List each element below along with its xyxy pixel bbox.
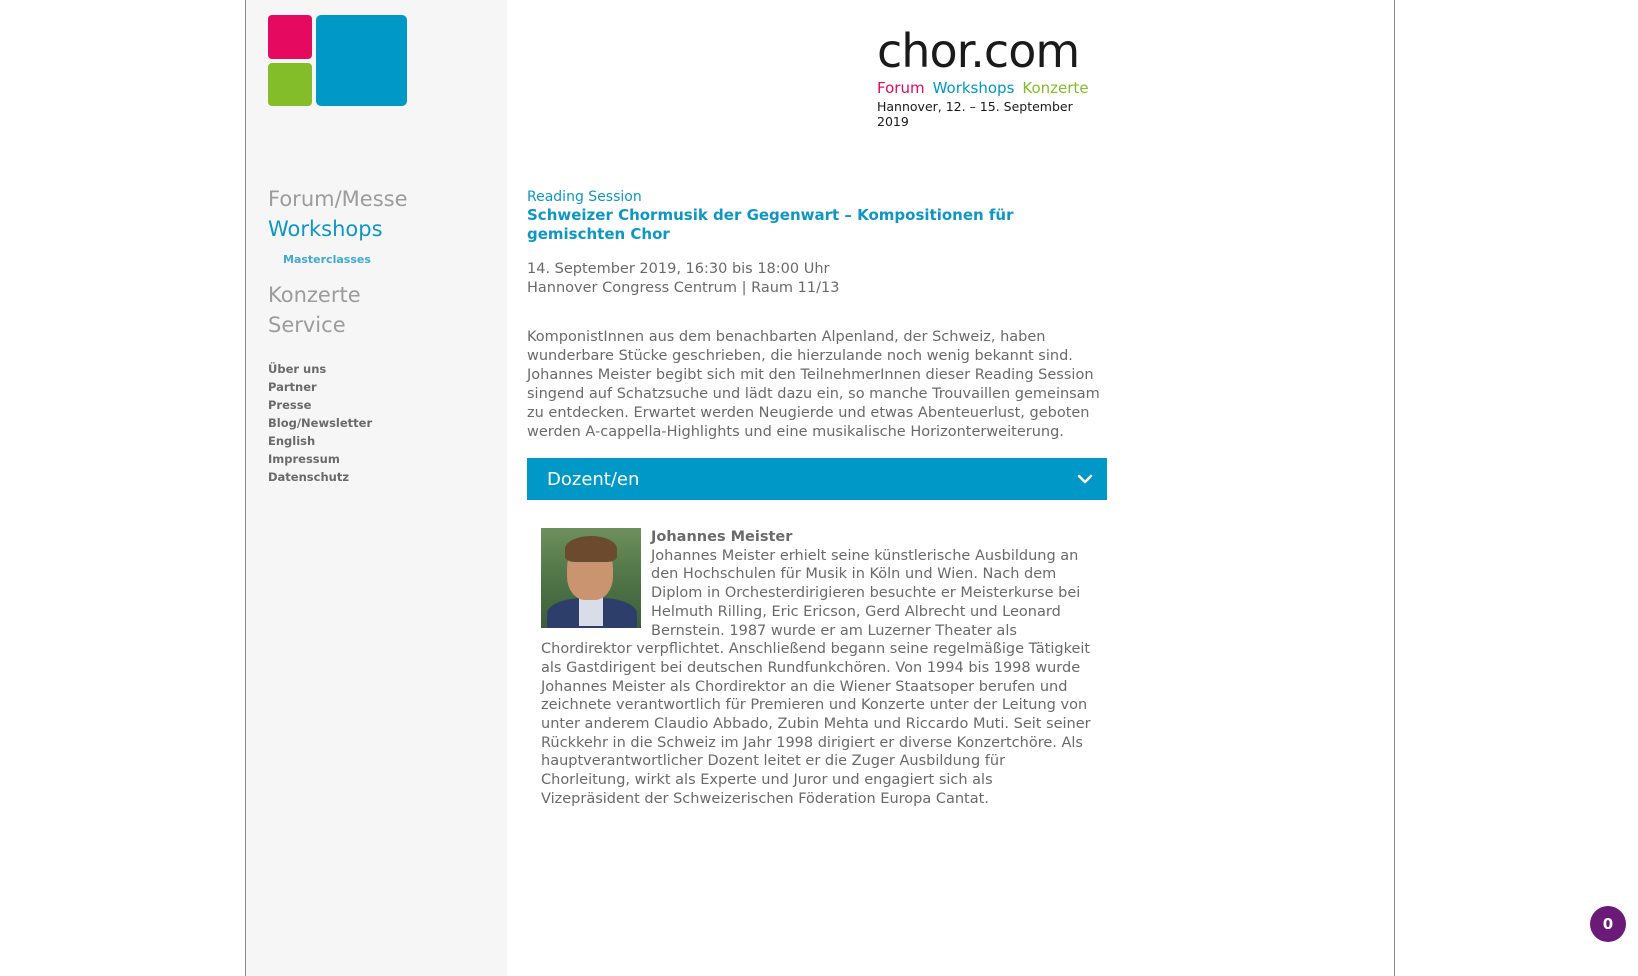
meta-link-datenschutz[interactable]: Datenschutz bbox=[268, 470, 350, 484]
lecturers-accordion-header[interactable] bbox=[527, 458, 1107, 500]
site-logo[interactable] bbox=[268, 15, 408, 107]
chevron-down-icon bbox=[1077, 474, 1093, 484]
nav-item-workshops[interactable]: Workshops bbox=[268, 217, 383, 241]
main-nav bbox=[268, 184, 408, 340]
lecturer-name: Johannes Meister bbox=[651, 529, 793, 545]
meta-link-ueber-uns[interactable]: Über uns bbox=[268, 362, 327, 376]
lecturer-photo bbox=[541, 528, 641, 628]
logo-pink-square bbox=[268, 15, 312, 59]
logo-blue-square bbox=[316, 15, 407, 106]
event-kicker: Reading Session bbox=[527, 189, 642, 205]
meta-link-presse[interactable]: Presse bbox=[268, 398, 312, 412]
brand-name: chor.com bbox=[877, 24, 1080, 78]
brand-tag-forum: Forum bbox=[877, 79, 925, 97]
event-venue: Hannover Congress Centrum | Raum 11/13 bbox=[527, 280, 840, 296]
event-content bbox=[527, 188, 1107, 457]
lecturer-bio bbox=[541, 528, 1093, 809]
notification-badge[interactable]: 0 bbox=[1590, 906, 1626, 942]
event-title: Schweizer Chormusik der Gegenwart – Kompositionen für gemischten Chor bbox=[527, 206, 1014, 243]
meta-link-blog[interactable]: Blog/Newsletter bbox=[268, 416, 373, 430]
brand-date: Hannover, 12. – 15. September 2019 bbox=[877, 99, 1073, 129]
nav-item-forum[interactable]: Forum/Messe bbox=[268, 187, 408, 211]
brand-tags bbox=[877, 78, 1097, 98]
brand-tag-konzerte: Konzerte bbox=[1022, 79, 1089, 97]
meta-link-impressum[interactable]: Impressum bbox=[268, 452, 340, 466]
meta-nav bbox=[268, 360, 372, 486]
logo-green-square bbox=[268, 63, 312, 106]
accordion-label: Dozent/en bbox=[547, 468, 640, 490]
sidebar bbox=[246, 0, 507, 976]
event-datetime: 14. September 2019, 16:30 bis 18:00 Uhr bbox=[527, 261, 830, 277]
meta-link-english[interactable]: English bbox=[268, 434, 316, 448]
brand-tag-workshops: Workshops bbox=[932, 79, 1015, 97]
event-description: KomponistInnen aus dem benachbarten Alpenland, der Schweiz, haben wunderbare Stücke geschrieben, die hierzulande noch wenig bekannt sind. Johannes Meister begibt sich mit den TeilnehmerInnen dieser Reading Session singend auf Schatzsuche und lädt dazu ein, so manche Trouvaillen gemeinsam zu entdecken. Erwartet werden Neugierde und etwas Abenteuerlust, geboten werden A-cappella-Highlights und eine musikalische Horizonterweiterung. bbox=[527, 329, 1100, 440]
nav-item-service[interactable]: Service bbox=[268, 313, 346, 337]
nav-subitem-masterclasses[interactable]: Masterclasses bbox=[283, 253, 371, 266]
meta-link-partner[interactable]: Partner bbox=[268, 380, 317, 394]
brand-header bbox=[877, 26, 1097, 129]
event-meta bbox=[527, 260, 1107, 298]
nav-item-konzerte[interactable]: Konzerte bbox=[268, 283, 361, 307]
lecturer-bio-text: Johannes Meister erhielt seine künstlerische Ausbildung an den Hochschulen für Musik in Köln und Wien. Nach dem Diplom in Orchesterdirigieren besuchte er Meisterkurse bei Helmuth Rilling, Eric Ericson, Gerd Albrecht und Leonard Bernstein. 1987 wurde er am Luzerner Theater als Chordirektor verpflichtet. Anschließend begann seine regelmäßige Tätigkeit als Gastdirigent bei deutschen Rundfunkchören. Von 1994 bis 1998 wurde Johannes Meister als Chordirektor an die Wiener Staatsoper berufen und zeichnete verantwortlich für Premieren und Konzerte unter der Leitung von unter anderem Claudio Abbado, Zubin Mehta und Riccardo Muti. Seit seiner Rückkehr in die Schweiz im Jahr 1998 dirigiert er diverse Konzertchöre. Als hauptverantwortlicher Dozent leitet er die Zuger Ausbildung für Chorleitung, wirkt als Experte und Juror und engagiert sich als Vizepräsident der Schweizerischen Föderation Europa Cantat. bbox=[541, 547, 1091, 807]
